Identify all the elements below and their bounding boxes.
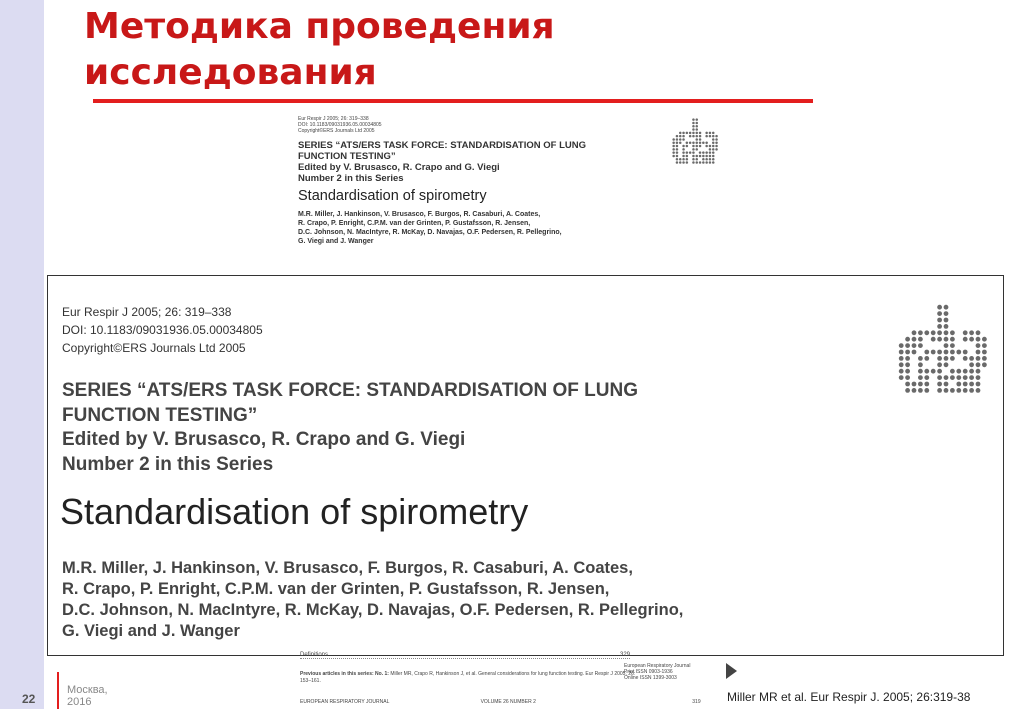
authors-line: M.R. Miller, J. Hankinson, V. Brusasco, F. Burgos, R. Casaburi, A. Coates, [62, 559, 633, 577]
series-number-line: Number 2 in this Series [62, 453, 274, 475]
ers-lung-logo-icon [672, 118, 718, 177]
article-authors [62, 558, 683, 642]
page-bottom-bar [300, 699, 701, 705]
slide-title [84, 4, 804, 96]
definitions-page: 329 [619, 652, 630, 658]
bottom-page-number: 319 [692, 699, 701, 705]
definitions-label: Definitions [300, 652, 329, 658]
article-meta [62, 303, 263, 357]
journal-line: Print ISSN 0903-1936 [624, 669, 673, 675]
journal-issn-block [624, 663, 690, 681]
previous-articles-note [300, 671, 635, 685]
left-sidebar-band [0, 0, 44, 709]
authors-line: R. Crapo, P. Enright, C.P.M. van der Grinten, P. Gustafsson, R. Jensen, [62, 580, 610, 598]
ers-logo-small-svg [672, 118, 718, 172]
small-article-title: Standardisation of spirometry [298, 188, 487, 204]
title-underline [93, 99, 813, 103]
authors-line: D.C. Johnson, N. MacIntyre, R. McKay, D. Navajas, O.F. Pedersen, R. Pellegrino, [62, 601, 684, 619]
article-title: Standardisation of spirometry [60, 491, 529, 532]
small-article-authors [298, 210, 728, 246]
small-series-line: SERIES “ATS/ERS TASK FORCE: STANDARDISATION OF LUNG [298, 140, 586, 151]
footer-city: Москва, [67, 684, 108, 696]
previous-articles-cont: 153–161. [300, 678, 321, 684]
footer-location [67, 684, 108, 708]
small-series-line: FUNCTION TESTING” [298, 151, 396, 162]
authors-line: G. Viegi and J. Wanger [62, 622, 240, 640]
article-doi-line: DOI: 10.1183/09031936.05.00034805 [62, 323, 263, 337]
small-authors-line: D.C. Johnson, N. MacIntyre, R. McKay, D. Navajas, O.F. Pedersen, R. Pellegrino, [298, 229, 562, 236]
series-line: SERIES “ATS/ERS TASK FORCE: STANDARDISATION OF LUNG [62, 380, 638, 401]
bottom-volume: VOLUME 26 NUMBER 2 [480, 699, 536, 705]
bottom-journal-name: EUROPEAN RESPIRATORY JOURNAL [300, 699, 390, 705]
small-series-line: Number 2 in this Series [298, 173, 404, 184]
small-series-line: Edited by V. Brusasco, R. Crapo and G. Viegi [298, 162, 500, 173]
small-meta-line: Eur Respir J 2005; 26: 319–338 [298, 116, 369, 122]
footer-divider [57, 672, 59, 709]
journal-line: European Respiratory Journal [624, 663, 691, 669]
article-citation-line: Eur Respir J 2005; 26: 319–338 [62, 305, 232, 319]
source-citation: Miller MR et al. Eur Respir J. 2005; 26:319-38 [727, 690, 971, 704]
small-meta-line: DOI: 10.1183/09031936.05.00034805 [298, 122, 382, 128]
article-preview-small [298, 116, 728, 246]
footer-year: 2016 [67, 696, 92, 708]
series-line: FUNCTION TESTING” [62, 404, 258, 426]
article-copyright-line: Copyright©ERS Journals Ltd 2005 [62, 341, 246, 355]
editors-line: Edited by V. Brusasco, R. Crapo and G. Viegi [62, 429, 466, 450]
ers-logo-large-svg [898, 304, 988, 412]
small-meta-line: Copyright©ERS Journals Ltd 2005 [298, 128, 375, 134]
slide-title-line-1: Методика проведения [84, 6, 555, 47]
article-series [62, 379, 638, 477]
ers-lung-logo-large-icon [898, 304, 988, 417]
small-authors-line: R. Crapo, P. Enright, C.P.M. van der Grinten, P. Gustafsson, R. Jensen, [298, 220, 531, 227]
play-triangle-icon[interactable] [726, 663, 737, 679]
definitions-toc-line [300, 652, 630, 659]
journal-line: Online ISSN 1399-3003 [624, 675, 677, 681]
small-article-series [298, 140, 728, 184]
small-authors-line: M.R. Miller, J. Hankinson, V. Brusasco, F. Burgos, R. Casaburi, A. Coates, [298, 211, 541, 218]
slide-page-number: 22 [22, 692, 36, 706]
previous-articles-text: Miller MR, Crapo R, Hankinson J, et al. General considerations for lung function testing. Eur Respir J 2005; 26: [390, 671, 636, 677]
article-header-zoom [47, 275, 1004, 656]
small-article-meta [298, 116, 728, 134]
small-authors-line: G. Viegi and J. Wanger [298, 238, 374, 245]
previous-articles-label: Previous articles in this series: No. 1: [300, 671, 389, 677]
slide-title-line-2: исследования [84, 52, 377, 93]
